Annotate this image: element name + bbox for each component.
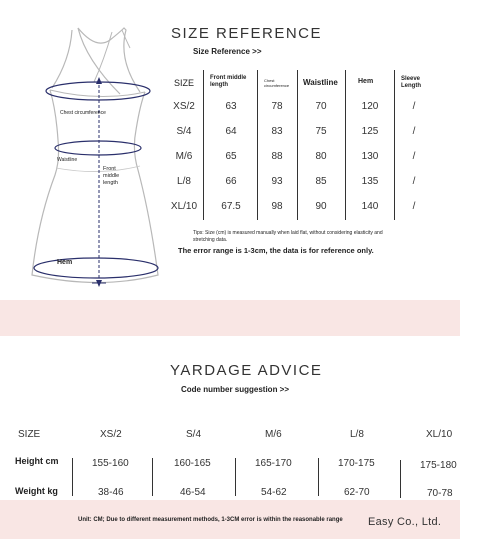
error-note: The error range is 1-3cm, the data is for reference only. [178,246,374,255]
cell-size: M/6 [175,151,193,162]
cell-sleeve: / [412,101,416,112]
header-sleeve: Sleeve Length [401,76,421,89]
height-value: 165-170 [255,458,292,469]
cell-chest: 93 [271,176,283,187]
column-divider [152,458,153,496]
height-value: 170-175 [338,458,375,469]
column-divider [318,458,319,496]
cell-chest: 83 [271,126,283,137]
cell-chest: 98 [271,201,283,212]
cell-sleeve: / [412,201,416,212]
cell-size: S/4 [176,126,192,137]
cell-size: L/8 [177,176,191,187]
column-divider [394,70,395,220]
height-value: 160-165 [174,458,211,469]
waist-measure-ring [55,141,141,155]
cell-front: 63 [225,101,237,112]
height-label: Height cm [15,456,59,466]
yardage-size: XS/2 [100,429,122,440]
height-value: 175-180 [420,460,457,471]
column-divider [345,70,346,220]
cell-size: XL/10 [170,201,198,212]
weight-label: Weight kg [15,486,58,496]
dress-diagram [0,0,170,300]
chest-measure-ring [46,82,150,100]
yardage-size: M/6 [265,429,282,440]
weight-value: 38-46 [98,487,124,498]
weight-value: 46-54 [180,487,206,498]
header-front-length: Front middle length [210,75,247,88]
cell-hem: 140 [361,201,379,212]
yardage-advice-title: YARDAGE ADVICE [170,362,323,379]
cell-hem: 135 [361,176,379,187]
front-length-label: Front middle length [103,166,120,186]
waist-label: Waistline [57,157,78,163]
column-divider [257,70,258,220]
cell-waist: 85 [315,176,327,187]
column-divider [203,70,204,220]
tips-text: Tips: Size (cm) is measured manually when laid flat, without considering elasticity and stretching data. [193,230,383,243]
cell-waist: 90 [315,201,327,212]
weight-value: 54-62 [261,487,287,498]
unit-note: Unit: CM; Due to different measurement methods, 1-3CM error is within the reasonable range [78,517,343,523]
cell-front: 65 [225,151,237,162]
cell-waist: 75 [315,126,327,137]
cell-sleeve: / [412,126,416,137]
cell-front: 64 [225,126,237,137]
weight-value: 62-70 [344,487,370,498]
cell-waist: 70 [315,101,327,112]
cell-sleeve: / [412,176,416,187]
size-reference-title: SIZE REFERENCE [171,25,323,42]
header-hem: Hem [358,78,374,85]
cell-chest: 78 [271,101,283,112]
header-size: SIZE [174,78,195,88]
chest-label: Chest circumference [60,110,106,116]
cell-hem: 130 [361,151,379,162]
cell-chest: 88 [271,151,283,162]
column-divider [400,460,401,498]
cell-front: 66 [225,176,237,187]
column-divider [235,458,236,496]
size-reference-subtitle: Size Reference >> [193,47,262,56]
yardage-size-label: SIZE [18,429,41,440]
cell-hem: 120 [361,101,379,112]
hem-measure-ring [34,258,158,278]
column-divider [297,70,298,220]
weight-value: 70-78 [427,488,453,499]
yardage-size: XL/10 [426,429,453,440]
pink-divider-band [0,300,460,336]
header-chest: Chest circumference [264,78,290,88]
header-waistline: Waistline [303,78,338,87]
yardage-size: L/8 [350,429,364,440]
yardage-size: S/4 [186,429,202,440]
brand-name: Easy Co., Ltd. [368,516,442,528]
height-value: 155-160 [92,458,129,469]
hem-label: Hem [57,259,73,266]
column-divider [72,458,73,496]
cell-size: XS/2 [173,101,195,112]
cell-waist: 80 [315,151,327,162]
yardage-advice-subtitle: Code number suggestion >> [181,385,290,394]
cell-front: 67.5 [221,201,241,212]
cell-sleeve: / [412,151,416,162]
cell-hem: 125 [361,126,379,137]
